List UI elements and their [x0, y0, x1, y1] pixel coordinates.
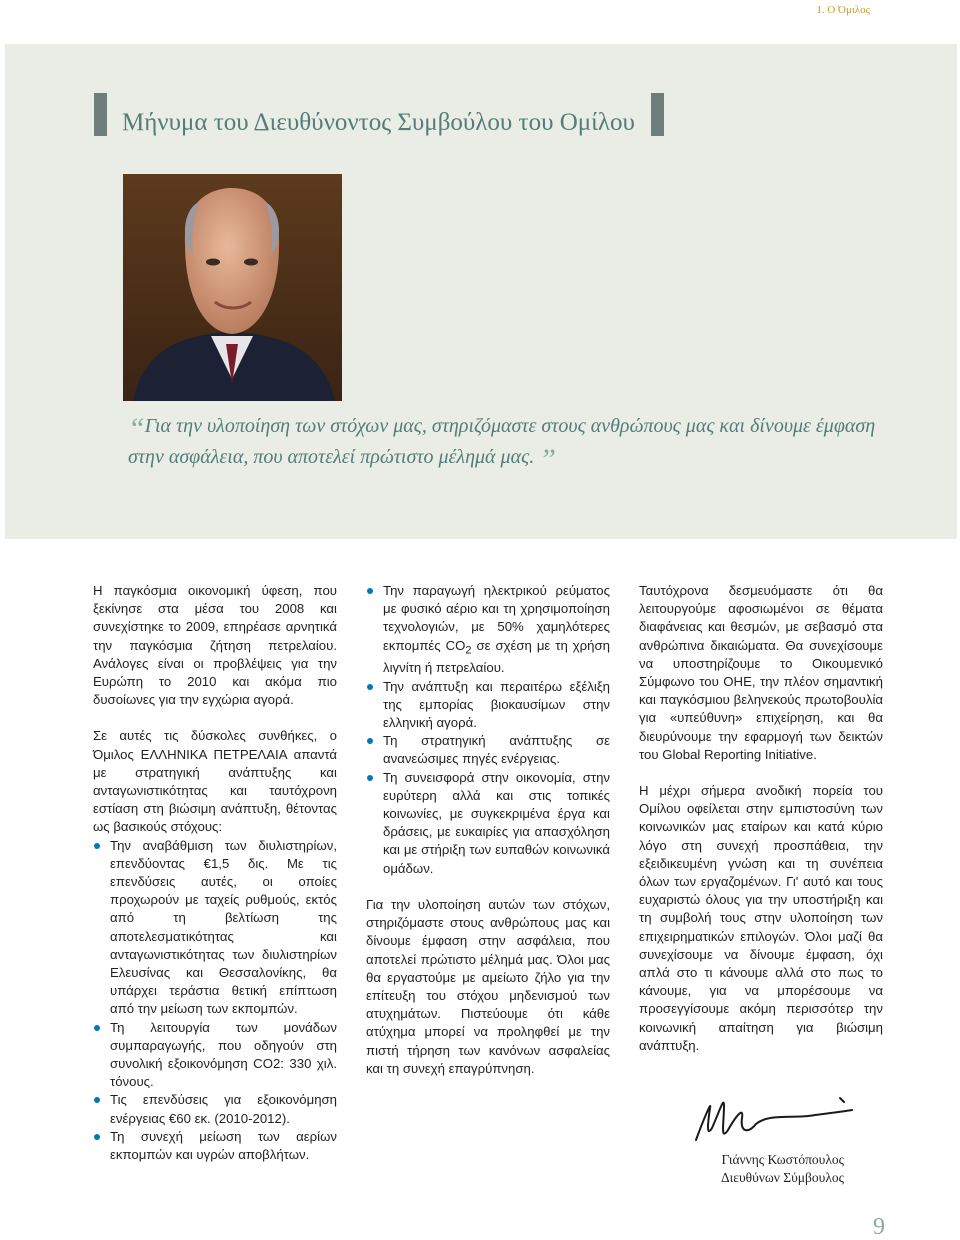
paragraph: Σε αυτές τις δύσκολες συνθήκες, ο Όμιλος ΕΛΛΗΝΙΚΑ ΠΕΤΡΕΛΑΙΑ απαντά με στρατηγική ανάπτυξης και ανταγωνιστικότητας και ταυτόχρονη εστίαση στη βιώσιμη ανάπτυξη, θέτοντας ως βασικούς στόχους: [93, 728, 337, 835]
quote-close-mark: ” [539, 443, 556, 476]
handwritten-signature [690, 1088, 870, 1158]
list-item: Την ανάπτυξη και περαιτέρω εξέλιξη της εμπορίας βιοκαυσίμων στην ελληνική αγορά. [366, 678, 610, 733]
page-title: Μήνυμα του Διευθύνοντος Συμβούλου του Ομίλου [122, 109, 635, 136]
list-item: Τη συνεισφορά στην οικονομία, στην ευρύτερη αλλά και στις τοπικές κοινωνίες, με συγκεκριμένα έργα και δράσεις, με ευκαιρίες για απασχόληση και με στήριξη των ευπαθών κοινωνικά ομάδων. [366, 769, 610, 878]
chapter-label: 1. Ο Όμιλος [816, 4, 870, 16]
text-column-1 [93, 582, 337, 1182]
list-item-text: σε σχέση με τη χρήση λιγνίτη ή πετρελαίου. [383, 637, 610, 676]
hero-quote [128, 412, 888, 474]
paragraph: Η μέχρι σήμερα ανοδική πορεία του Ομίλου οφείλεται στην εμπιστοσύνη των κοινωνικών μας εταίρων και κατά κύριο λόγο στη συνεχή προσπάθεια, την εξειδικευμένη γνώση και τη συνέπεια όλων των εργαζομένων. Γι' αυτό και τους ευχαριστώ όλους για την υποστήριξη και τη συμβολή τους στην υλοποίηση των επιχειρηματικών επιλογών. Όλοι μαζί θα συνεχίσουμε να δίνουμε έμφαση, όχι απλά στο τι κάνουμε αλλά στο πως το κάνουμε, για να μπορέσουμε να προσεγγίσουμε ακόμη περισσότερ την κοινωνική απαίτηση για βιώσιμη ανάπτυξη. [639, 783, 883, 1053]
paragraph: Για την υλοποίηση αυτών των στόχων, στηριζόμαστε στους ανθρώπους μας και δίνουμε έμφαση στην ασφάλεια, που αποτελεί πρώτιστο μέλημά μας. Όλοι μας θα εργαστούμε με αμείωτο ζήλο για την επίτευξη του στόχου μηδενισμού των ατυχημάτων. Πιστεύουμε ότι κάθε ατύχημα μπορεί να προληφθεί με την πιστή τήρηση των κανόνων ασφαλείας και τη συνεχή επαγρύπνηση. [366, 896, 610, 1076]
list-item: Τις επενδύσεις για εξοικονόμηση ενέργειας €60 εκ. (2010-2012). [93, 1091, 337, 1127]
list-item [366, 582, 610, 678]
signatory-name: Γιάννης Κωστόπουλος [721, 1152, 844, 1167]
goal-list [366, 582, 610, 878]
list-item: Τη στρατηγική ανάπτυξης σε ανανεώσιμες πηγές ενέργειας. [366, 732, 610, 768]
hero-quote-text: Για την υλοποίηση των στόχων μας, στηριζόμαστε στους ανθρώπους μας και δίνουμε έμφαση στην ασφάλεια, που αποτελεί πρώτιστο μέλημά μας. [128, 415, 876, 468]
text-column-3 [639, 582, 883, 1073]
signatory-role: Διευθύνων Σύμβουλος [720, 1170, 844, 1185]
paragraph: Ταυτόχρονα δεσμευόμαστε ότι θα λειτουργούμε αφοσιωμένοι σε θέματα διαφάνειας και θεσμών, με σεβασμό στα ανθρώπινα δικαιώματα. Θα συνεχίσουμε να υποστηρίζουμε το Οικουμενικό Σύμφωνο του ΟΗΕ, την πλέον σημαντική και παγκόσμιου βεληνεκούς πρωτοβουλία για «υπεύθυνη» επιχείρηση, και θα διευρύνουμε την εφαρμογή των δεικτών του Global Reporting Initiative. [639, 583, 883, 762]
title-marker-right [651, 93, 664, 136]
ceo-portrait-photo [123, 174, 342, 401]
text-column-2 [366, 582, 610, 1096]
list-item: Τη λειτουργία των μονάδων συμπαραγωγής, που οδηγούν στη συνολική εξοικονόμηση CO2: 330 χιλ. τόνους. [93, 1019, 337, 1092]
goal-list [93, 837, 337, 1165]
paragraph: Η παγκόσμια οικονομική ύφεση, που ξεκίνησε στα μέσα του 2008 και συνεχίστηκε το 2009, επηρέασε αρνητικά την παγκόσμια ζήτηση πετρελαίου. Ανάλογες είναι οι προβλέψεις για την Ευρώπη το 2010 και ακόμα πιο δυσοίωνες για την εγχώρια αγορά. [93, 583, 337, 708]
list-item: Τη συνεχή μείωση των αερίων εκπομπών και υγρών αποβλήτων. [93, 1128, 337, 1164]
list-item: Την αναβάθμιση των διυλιστηρίων, επενδύοντας €1,5 δις. Με τις επενδύσεις αυτές, οι οποίες προχωρούν με ταχείς ρυθμούς, εκτός από τη βελτίωση της αποτελεσματικότητας και ανταγωνιστικότητας των διυλιστηρίων Ελευσίνας και Θεσσαλονίκης, θα υπάρχει τεράστια θετική επίπτωση από την μείωση των εκπομπών. [93, 837, 337, 1019]
quote-open-mark: “ [128, 412, 145, 445]
list-item-text: Την παραγωγή ηλεκτρικού ρεύματος με φυσικό αέριο και τη χρησιμοποίηση τεχνολογιών, με 50% χαμηλότερες εκπομπές CO [383, 583, 610, 653]
co2-subscript: 2 [465, 644, 472, 657]
title-marker-left [94, 93, 107, 136]
page-number: 9 [873, 1214, 885, 1240]
